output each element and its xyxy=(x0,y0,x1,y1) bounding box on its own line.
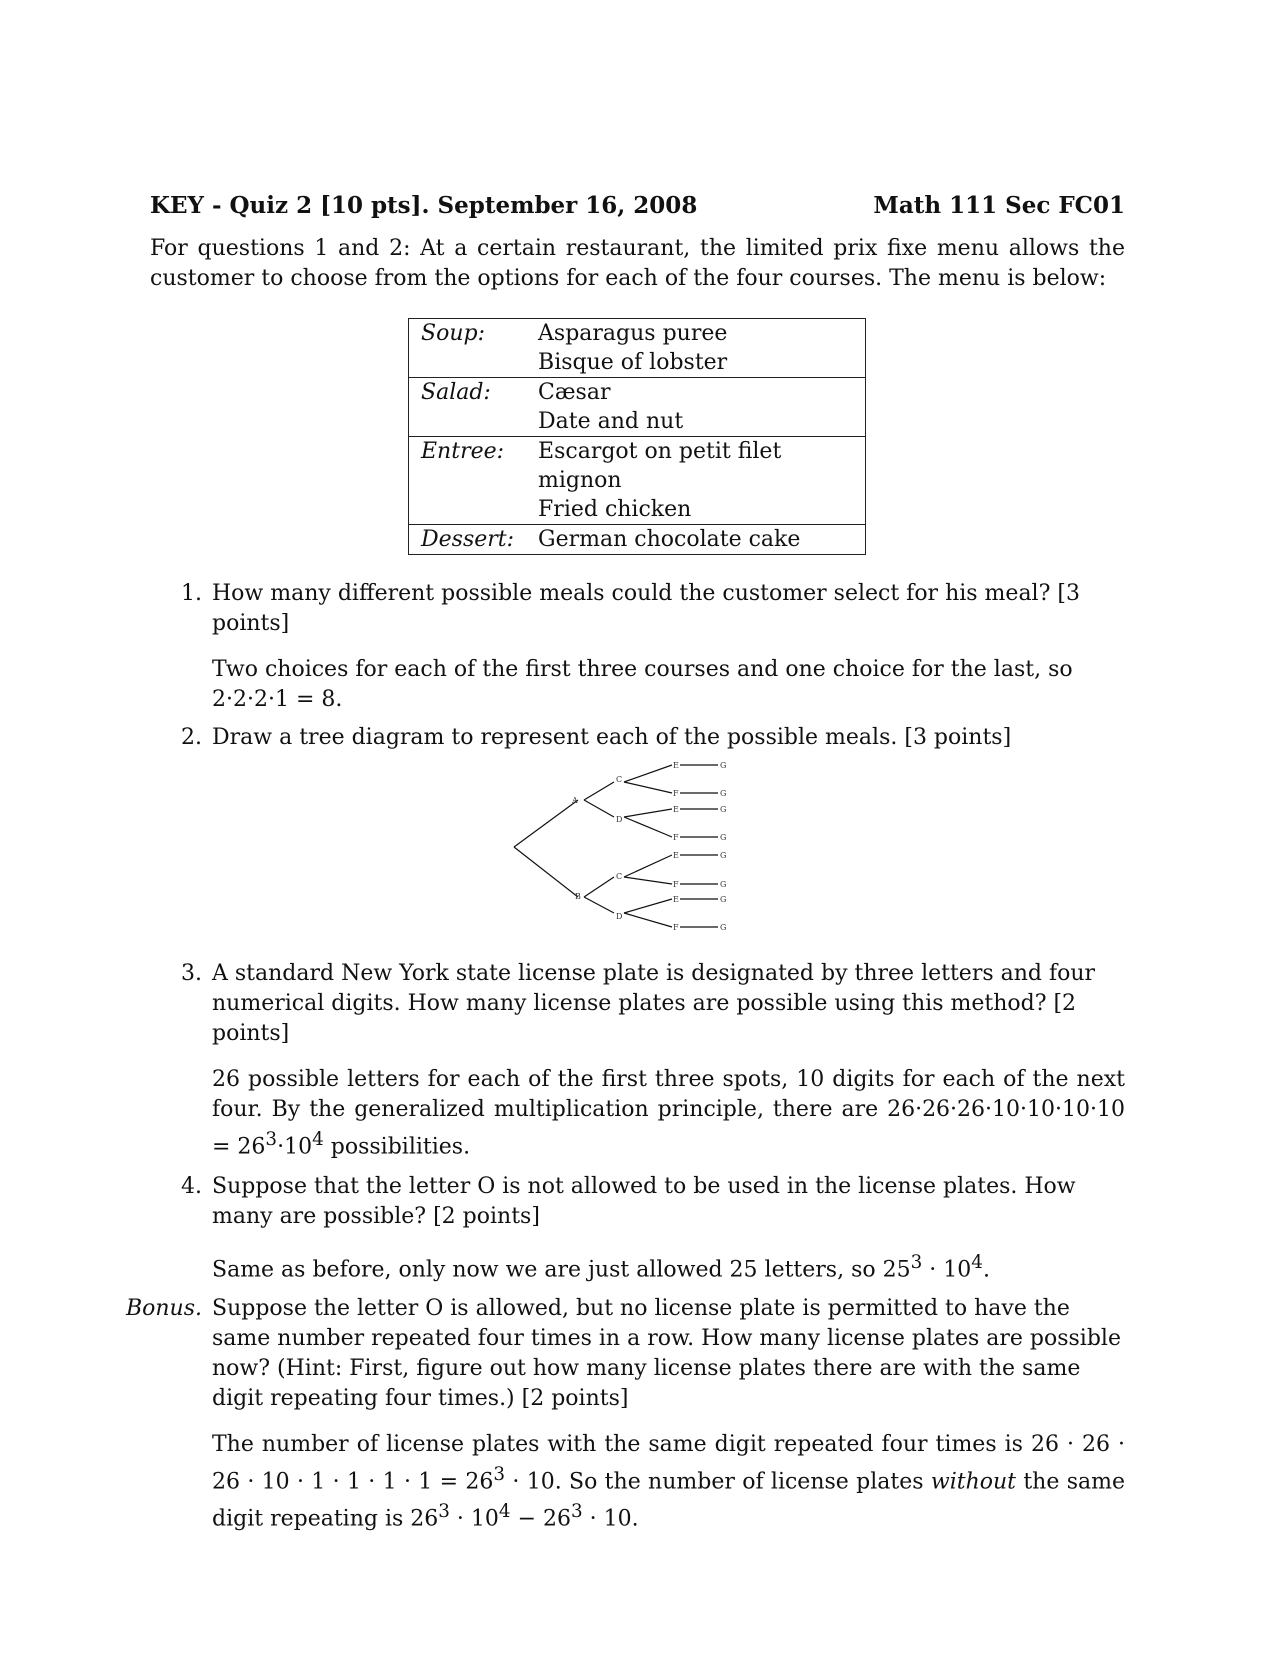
menu-option: Fried chicken xyxy=(538,497,692,522)
menu-label-dessert: Dessert: xyxy=(409,525,527,555)
answer-text: · 10 xyxy=(922,1257,972,1283)
bonus-question xyxy=(125,1294,1125,1414)
answer-4 xyxy=(150,1248,1125,1285)
answer-text: the same digit repeating is 26 xyxy=(212,1468,1125,1532)
menu-options-salad xyxy=(526,378,865,437)
answer-text: ·10 xyxy=(277,1134,313,1160)
tree-edge xyxy=(584,800,614,817)
tree-node-label: D xyxy=(616,912,623,921)
tree-edge xyxy=(584,782,614,800)
tree-edges xyxy=(514,765,718,927)
tree-node-label: G xyxy=(720,851,727,860)
bonus-answer xyxy=(150,1430,1125,1535)
tree-node-label: F xyxy=(673,880,679,889)
menu-options-entree xyxy=(526,437,865,525)
menu-option: Cæsar xyxy=(538,380,611,405)
tree-node-label: E xyxy=(673,805,679,814)
tree-node-label: G xyxy=(720,761,727,770)
menu-row-soup xyxy=(409,319,866,378)
question-number: 1. xyxy=(181,581,202,606)
intro-paragraph: For questions 1 and 2: At a certain restaurant, the limited prix fixe menu allows the customer to choose from the options for each of the four courses. The menu is below: xyxy=(150,236,1125,291)
tree-edge xyxy=(624,809,672,817)
menu-row-dessert xyxy=(409,525,866,555)
menu-label-entree: Entree: xyxy=(409,437,527,525)
answer-1: Two choices for each of the first three courses and one choice for the last, so 2·2·2·1 = 8. xyxy=(212,657,1073,712)
question-text: How many different possible meals could the customer select for his meal? [3 points] xyxy=(212,581,1080,636)
tree-node-label: G xyxy=(720,789,727,798)
tree-edge xyxy=(624,877,672,884)
tree-edge xyxy=(624,765,672,782)
tree-node-label: G xyxy=(720,805,727,814)
question-4 xyxy=(150,1172,1125,1232)
quiz-page xyxy=(125,190,1125,1534)
question-text: Suppose that the letter O is not allowed to be used in the license plates. How many are possible? [2 points] xyxy=(212,1174,1076,1230)
answer-text: possibilities. xyxy=(323,1134,471,1160)
page-header xyxy=(150,190,1125,222)
exponent: 3 xyxy=(265,1129,278,1150)
answer-text: Same as before, only now we are just allowed 25 letters, so 25 xyxy=(212,1257,911,1283)
tree-node-label: A xyxy=(572,796,578,805)
menu-label-soup: Soup: xyxy=(421,321,485,346)
menu-options-dessert xyxy=(526,525,865,555)
menu-option: Bisque of lobster xyxy=(538,350,728,375)
tree-edge xyxy=(584,897,614,913)
question-1 xyxy=(150,579,1125,639)
answer-3 xyxy=(150,1065,1125,1162)
quiz-title: KEY - Quiz 2 [10 pts]. September 16, 2008 xyxy=(150,192,698,219)
tree-node-label: C xyxy=(616,872,623,881)
menu-table xyxy=(408,318,866,555)
question-number: 4. xyxy=(181,1174,202,1200)
tree-edge xyxy=(624,899,672,913)
exponent: 4 xyxy=(312,1129,324,1150)
question-3 xyxy=(150,959,1125,1049)
tree-node-label: G xyxy=(720,895,727,904)
tree-node-label: B xyxy=(575,892,581,901)
answer-text: · 10 xyxy=(449,1506,499,1532)
question-number: 3. xyxy=(181,961,202,986)
tree-node-label: G xyxy=(720,880,727,889)
question-text: Draw a tree diagram to represent each of the possible meals. [3 points] xyxy=(212,725,1012,750)
answer-text: · 10. So the number of license plates xyxy=(505,1468,931,1494)
tree-node-label: D xyxy=(616,815,623,824)
menu-options-soup xyxy=(526,319,865,378)
question-text: A standard New York state license plate is designated by three letters and four numerical digits. How many license plates are possible using this method? [2 points] xyxy=(212,961,1096,1046)
tree-edge xyxy=(584,877,614,897)
tree-node-label: F xyxy=(673,833,679,842)
tree-diagram xyxy=(512,757,752,937)
exponent: 3 xyxy=(571,1500,583,1522)
tree-edge xyxy=(624,817,672,837)
answer-text: · 10. xyxy=(582,1506,639,1532)
tree-node-label: F xyxy=(673,789,679,798)
tree-edge xyxy=(624,913,672,927)
menu-row-entree xyxy=(409,437,866,525)
tree-edge xyxy=(624,855,672,877)
course-title: Math 111 Sec FC01 xyxy=(873,192,1125,219)
emphasis-text: without xyxy=(930,1468,1016,1494)
tree-edge xyxy=(624,782,672,793)
exponent: 3 xyxy=(910,1252,923,1274)
menu-option: Date and nut xyxy=(538,409,684,434)
tree-node-label: G xyxy=(720,923,727,932)
answer-text: . xyxy=(982,1257,990,1283)
tree-node-label: G xyxy=(720,833,727,842)
tree-edge xyxy=(514,800,578,847)
menu-label-salad: Salad: xyxy=(409,378,527,437)
tree-node-label: C xyxy=(616,775,623,784)
menu-option: Asparagus puree xyxy=(538,321,728,346)
exponent: 4 xyxy=(498,1500,511,1522)
answer-text: − 26 xyxy=(510,1506,572,1532)
exponent: 3 xyxy=(493,1463,506,1485)
question-text: Suppose the letter O is allowed, but no license plate is permitted to have the same number repeated four times in a row. How many license plates are possible now? (Hint: First, figure out how many license plates there are with the same digit repeating four times.) [2 points] xyxy=(212,1295,1121,1411)
tree-node-label: E xyxy=(673,851,679,860)
exponent: 3 xyxy=(438,1500,450,1522)
tree-edge xyxy=(514,847,578,897)
tree-node-label: E xyxy=(673,895,679,904)
question-number: Bonus. xyxy=(125,1295,202,1321)
menu-option: German chocolate cake xyxy=(538,527,801,552)
menu-option: Escargot on petit filet mignon xyxy=(538,439,782,493)
question-2 xyxy=(150,723,1125,753)
answer-text: 26 possible letters for each of the first three spots, 10 digits for each of the next four. By the generalized multiplication principle, there are 26·26·26·10·10·10·10 = 26 xyxy=(212,1067,1125,1160)
tree-node-label: F xyxy=(673,923,679,932)
tree-node-label: E xyxy=(673,761,679,770)
exponent: 4 xyxy=(971,1252,983,1274)
question-number: 2. xyxy=(181,725,202,750)
answer-text: The number of license plates with the same digit repeated four times is 26 · 26 · 26 · 10 · 1 · 1 · 1 · 1 = 26 xyxy=(212,1431,1125,1494)
menu-row-salad xyxy=(409,378,866,437)
